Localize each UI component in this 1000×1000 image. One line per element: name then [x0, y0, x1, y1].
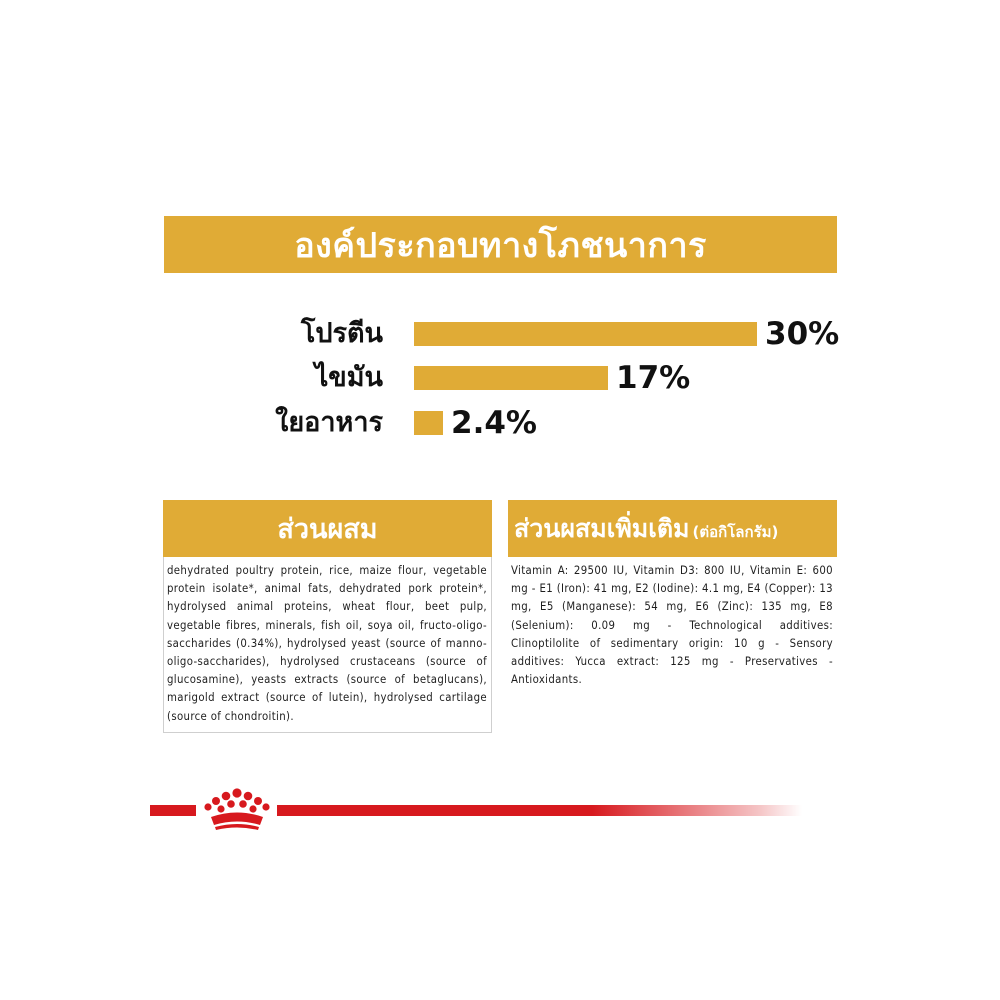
ingredients-text: dehydrated poultry protein, rice, maize flour, vegetable protein isolate*, animal fats, dehydrated pork protein*, hydrolysed animal proteins, wheat flour, beet pulp, vegetable fibres, minerals, fish oil, soya oil, fructo-oligo-saccharides (0.34%), hydrolysed yeast (source of manno-oligo-saccharides), hydrolysed crustaceans (source of glucosamine), yeasts extracts (source of betaglucans), marigold extract (source of lutein), hydrolysed cartilage (source of chondroitin).: [163, 557, 492, 733]
nutrient-value: 30%: [765, 316, 840, 352]
ingredients-heading: [163, 500, 492, 557]
additives-heading-text: ส่วนผสมเพิ่มเติม: [514, 513, 690, 543]
nutrient-value: 2.4%: [451, 405, 537, 441]
ingredients-heading-text: ส่วนผสม: [277, 514, 378, 545]
brand-line-left: [150, 805, 196, 816]
nutrient-row-fat: [0, 358, 1000, 398]
additives-subheading: (ต่อกิโลกรัม): [692, 522, 779, 541]
nutrient-label: ไขมัน: [314, 362, 383, 393]
nutrient-row-protein: [0, 314, 1000, 354]
nutrient-row-fibre: [0, 403, 1000, 443]
nutrient-label: โปรตีน: [300, 318, 383, 349]
nutrient-bar: [414, 411, 443, 435]
crown-icon: [199, 787, 275, 831]
title-banner: [164, 216, 837, 273]
additives-box: [508, 500, 837, 695]
page-title: องค์ประกอบทางโภชนาการ: [294, 225, 707, 266]
ingredients-box: [163, 500, 492, 733]
brand-line-right: [277, 805, 802, 816]
additives-text: Vitamin A: 29500 IU, Vitamin D3: 800 IU, Vitamin E: 600 mg - E1 (Iron): 41 mg, E2 (Iodine): 4.1 mg, E4 (Copper): 13 mg, E5 (Manganese): 54 mg, E6 (Zinc): 135 mg, E8 (Selenium): 0.09 mg - Technological additives: Clinoptilolite of sedimentary origin: 10 g - Sensory additives: Yucca extract: 125 mg - Preservatives - Antioxidants.: [511, 564, 833, 687]
nutrient-bar: [414, 322, 757, 346]
nutrient-value: 17%: [616, 360, 691, 396]
additives-heading: [508, 500, 837, 557]
nutrient-label: ใยอาหาร: [275, 407, 383, 438]
nutrient-bar: [414, 366, 608, 390]
